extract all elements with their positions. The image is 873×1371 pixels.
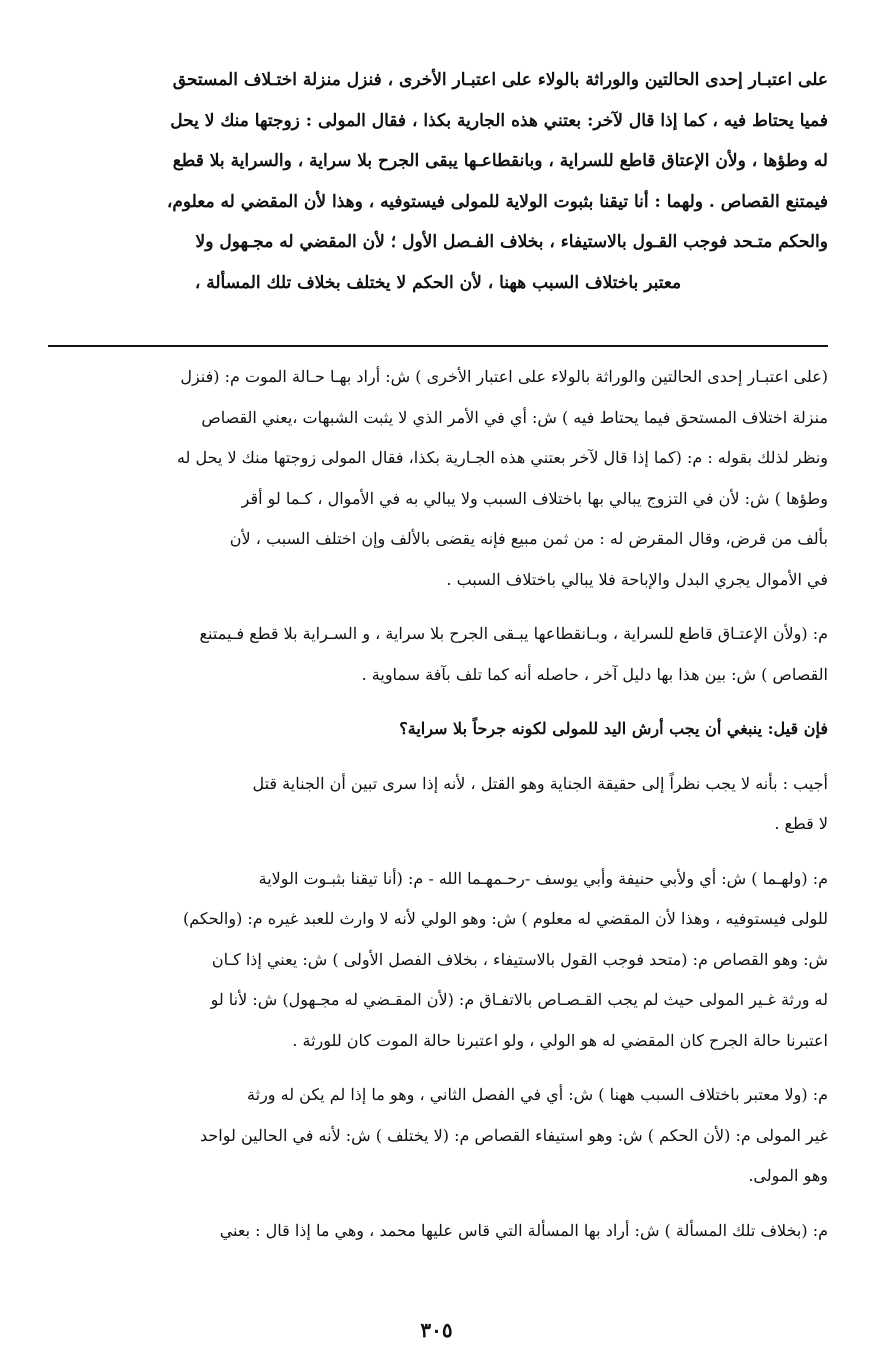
separator-rule <box>48 345 828 347</box>
commentary-line: بألف من قرض، وقال المقرض له : من ثمن مبيع فإنه يقضى بالألف وإن اختلف السبب ، لأن <box>229 529 828 548</box>
commentary-line: ش: وهو القصاص م: (متحد فوجب القول بالاستيفاء ، بخلاف الفصل الأولى ) ش: يعني إذا كـان <box>211 949 828 969</box>
commentary-line: م: (ولهـما ) ش: أي ولأبي حنيفة وأبي يوسف -رحـمهـما الله - م: (أنا تيقنا بثبـوت الولاية <box>258 868 828 888</box>
commentary-line: في الأموال يجري البدل والإباحة فلا يبالي باختلاف السبب . <box>446 569 828 589</box>
commentary-line: لا قطع . <box>774 814 828 833</box>
commentary-line: غير المولى م: (لأن الحكم ) ش: وهو استيفاء القصاص م: (لا يختلف ) ش: لأنه في الحالين لواحد <box>200 1125 828 1145</box>
matn-line: معتبر باختلاف السبب ههنا ، لأن الحكم لا يختلف بخلاف تلك المسألة ، <box>194 272 682 293</box>
commentary-block <box>48 357 828 1251</box>
commentary-line: أجيب : بأنه لا يجب نظراً إلى حقيقة الجناية وهو القتل ، لأنه إذا سرى تبين أن الجناية قتل <box>252 773 828 793</box>
commentary-paragraph <box>48 1211 828 1252</box>
objection-paragraph <box>48 709 828 750</box>
commentary-line: له ورثة غـير المولى حيث لم يجب القـصـاص بالاتفـاق م: (لأن المقـضي له مجـهول) ش: لأنا لو <box>210 990 828 1009</box>
page-number: ٣٠٥ <box>420 1318 453 1342</box>
matn-line: فميا يحتاط فيه ، كما إذا قال لآخر: بعتني هذه الجارية بكذا ، فقال المولى : زوجتها منك لا يحل <box>170 110 828 131</box>
commentary-line: وطؤها ) ش: لأن في التزوج يبالي بها باختلاف السبب ولا يبالي به في الأموال ، كـما لو أقر <box>241 488 828 508</box>
answer-paragraph <box>48 764 828 845</box>
commentary-line: (على اعتبـار إحدى الحالتين والوراثة بالولاء على اعتبار الأخرى ) ش: أراد بهـا حـالة الموت م: (فنزل <box>180 367 828 386</box>
commentary-line: فإن قيل: ينبغي أن يجب أرش اليد للمولى لكونه جرحاً بلا سراية؟ <box>399 719 828 738</box>
matn-line: على اعتبـار إحدى الحالتين والوراثة بالولاء على اعتبـار الأخرى ، فنزل منزلة اختـلاف المستحق <box>172 70 828 90</box>
matn-line: والحكم متـحد فوجب القـول بالاستيفاء ، بخلاف الفـصل الأول ؛ لأن المقضي له مجـهول ولا <box>195 232 828 252</box>
commentary-line: القصاص ) ش: بين هذا بها دليل آخر ، حاصله أنه كما تلف بآفة سماوية . <box>361 664 828 684</box>
commentary-line: م: (بخلاف تلك المسألة ) ش: أراد بها المسألة التي قاس عليها محمد ، وهي ما إذا قال : بعني <box>219 1220 828 1240</box>
commentary-line: وهو المولى. <box>748 1166 828 1185</box>
commentary-line: م: (ولأن الإعتـاق قاطع للسراية ، وبـانقطاعها يبـقى الجرح بلا سراية ، و السـراية بلا قطع فـيمتنع <box>199 624 828 643</box>
commentary-line: م: (ولا معتبر باختلاف السبب ههنا ) ش: أي في الفصل الثاني ، وهو ما إذا لم يكن له ورثة <box>247 1085 828 1104</box>
commentary-paragraph <box>48 357 828 600</box>
matn-line: له وطؤها ، ولأن الإعتاق قاطع للسراية ، وبانقطاعـها يبقى الجرح بلا سراية ، والسراية بلا قطع <box>172 151 828 171</box>
commentary-paragraph <box>48 1075 828 1197</box>
commentary-line: اعتبرنا حالة الجرح كان المقضي له هو الولي ، ولو اعتبرنا حالة الموت كان للورثة . <box>292 1030 828 1050</box>
commentary-paragraph <box>48 859 828 1062</box>
matn-line: فيمتنع القصاص . ولهما : أنا تيقنا بثبوت الولاية للمولى فيستوفيه ، وهذا لأن المقضي له معلوم، <box>166 191 828 212</box>
matn-text-block <box>48 60 828 303</box>
commentary-line: منزلة اختلاف المستحق فيما يحتاط فيه ) ش: أي في الأمر الذي لا يثبت الشبهات ،يعني القصاص <box>201 407 828 427</box>
document-page <box>48 60 828 1265</box>
commentary-line: للولى فيستوفيه ، وهذا لأن المقضي له معلوم ) ش: وهو الولي لأنه لا وارث للعبد غيره م: (والحكم) <box>182 909 828 928</box>
commentary-line: ونظر لذلك بقوله : م: (كما إذا قال لآخر بعتني هذه الجـارية بكذا، فقال المولى زوجتها منك لا يحل له <box>176 448 828 467</box>
commentary-paragraph <box>48 614 828 695</box>
